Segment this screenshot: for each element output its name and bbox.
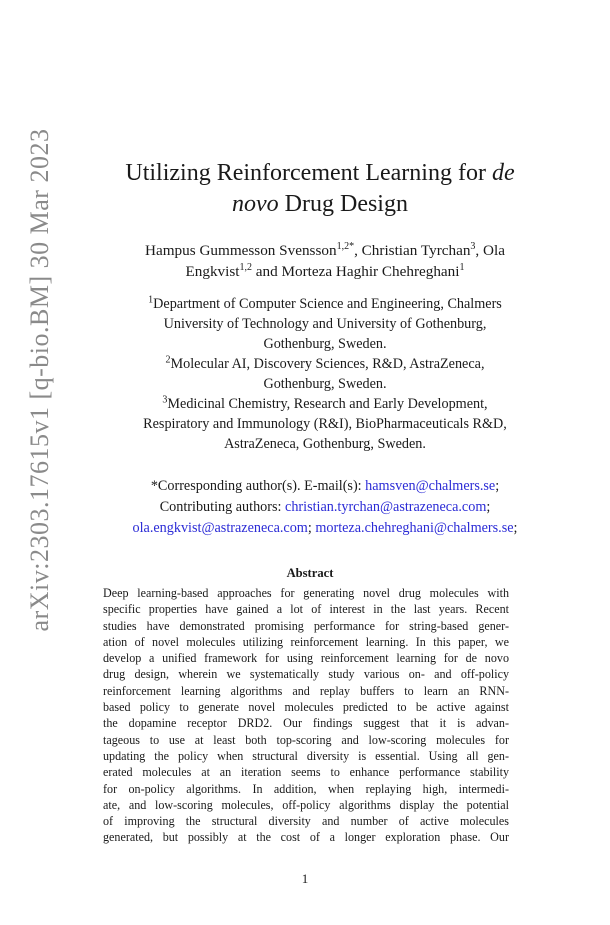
affiliation-2-line-1: $^2$Molecular AI, Discovery Sciences, R&D, AstraZeneca, — [165, 354, 485, 372]
abstract-line: generated, but possibly at the cost of a longer exploration phase. Our — [103, 830, 509, 845]
contributing-email-engkvist-link[interactable]: ola.engkvist@astrazeneca.com — [132, 520, 308, 536]
abstract-line: based policy to generate novel molecules predicted to be active against — [103, 700, 509, 715]
contact-block — [60, 476, 590, 539]
author-list — [75, 240, 575, 282]
author-3-name-part2: Engkvist — [185, 263, 240, 280]
arxiv-identifier: arXiv:2303.17615v1 [q-bio.BM] 30 Mar 2023 — [25, 128, 54, 632]
abstract-line: drug design, wherein we systematically study various on- and off-policy — [103, 667, 509, 682]
affiliation-2-line-2: Gothenburg, Sweden. — [263, 376, 387, 392]
abstract-line: updating the policy when structural diversity is essential. Using all gen- — [103, 748, 509, 763]
affiliation-3-line-2: Respiratory and Immunology (R&I), BioPharmaceuticals R&D, — [143, 416, 507, 432]
affiliation-1-line-1: $^1$Department of Computer Science and Engineering, Chalmers — [148, 294, 502, 312]
abstract-line: of improving the structural diversity and number of active molecules — [103, 814, 509, 829]
abstract-body — [103, 585, 509, 846]
author-2-name: , Christian Tyrchan — [354, 242, 471, 259]
title-line-1: Utilizing Reinforcement Learning for de — [125, 160, 515, 186]
author-line-1 — [75, 240, 575, 261]
title-italic-novo: novo — [232, 191, 279, 217]
abstract-line: for on-policy algorithms. In addition, when replaying high, intermedi- — [103, 781, 509, 796]
author-line-2 — [75, 261, 575, 282]
author-1-name: Hampus Gummesson Svensson — [145, 242, 337, 259]
title-line-2: novo Drug Design — [232, 191, 408, 217]
author-1-sup: 1,2* — [336, 240, 355, 252]
abstract-line: reinforcement learning algorithms and replay buffers to learn an RNN- — [103, 683, 509, 698]
corresponding-email-link[interactable]: hamsven@chalmers.se — [365, 478, 496, 494]
abstract-line: ate, and low-scoring molecules, off-policy algorithms display the potential — [103, 797, 509, 812]
abstract-line: the dopamine receptor DRD2. Our findings suggest that it is advan- — [103, 716, 509, 731]
abstract-line: specific properties have gained a lot of interest in the last years. Recent — [103, 602, 509, 617]
author-4-name: and Morteza Haghir Chehreghani — [252, 263, 460, 280]
corresponding-author-line: *Corresponding author(s). E-mail(s): hamsven@chalmers.se; — [150, 478, 500, 494]
author-3-name-part1: , Ola — [475, 242, 505, 259]
abstract-line: ation of novel molecules utilizing reinforcement learning. In this paper, we — [103, 634, 509, 649]
abstract-line: tageous to use at least both top-scoring and low-scoring molecules for — [103, 732, 509, 747]
arxiv-stamp — [0, 0, 68, 925]
affiliation-3-line-3: AstraZeneca, Gothenburg, Sweden. — [224, 436, 426, 452]
abstract-line: studies have demonstrated promising performance for string-based gener- — [103, 618, 509, 633]
abstract-heading: Abstract — [286, 566, 334, 580]
author-2-sup: 3 — [470, 240, 476, 252]
affiliation-1-line-2: University of Technology and University of Gothenburg, — [163, 316, 487, 332]
contributing-authors-line-1: Contributing authors: christian.tyrchan@astrazeneca.com; — [159, 499, 491, 515]
contributing-email-tyrchan-link[interactable]: christian.tyrchan@astrazeneca.com — [285, 499, 487, 515]
contributing-authors-line-2: ola.engkvist@astrazeneca.com; morteza.chehreghani@chalmers.se; — [132, 520, 518, 536]
paper-title — [80, 158, 560, 220]
affiliation-3-line-1: $^3$Medicinal Chemistry, Research and Early Development, — [162, 394, 488, 412]
page-number: 1 — [301, 871, 309, 886]
title-italic-de: de — [491, 160, 515, 186]
abstract-line: erated molecules at an iteration seems to enhance performance stability — [103, 765, 509, 780]
affiliations — [75, 294, 575, 454]
affiliation-1-line-3: Gothenburg, Sweden. — [263, 336, 387, 352]
abstract-line: Deep learning-based approaches for generating novel drug molecules with — [103, 586, 509, 600]
abstract-line: develop a unified framework for using reinforcement learning for de novo — [103, 651, 509, 666]
author-4-sup: 1 — [459, 261, 465, 273]
contributing-email-chehreghani-link[interactable]: morteza.chehreghani@chalmers.se — [315, 520, 514, 536]
author-3-sup: 1,2 — [239, 261, 252, 273]
